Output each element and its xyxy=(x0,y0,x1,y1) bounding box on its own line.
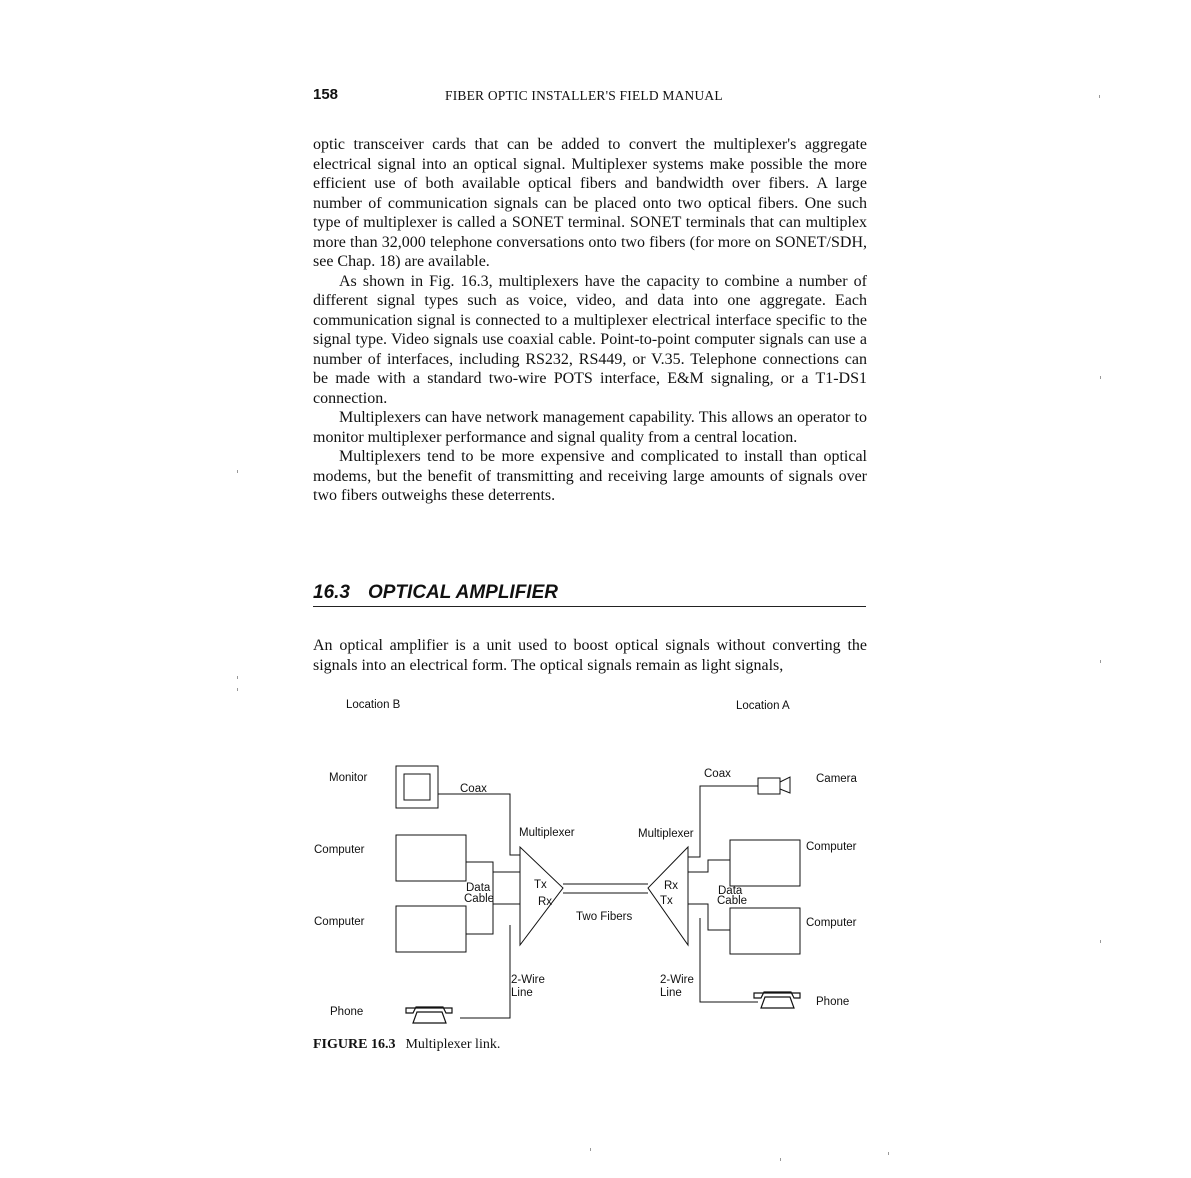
section-heading xyxy=(313,582,866,607)
two-fibers-label: Two Fibers xyxy=(576,911,633,923)
paragraph: optic transceiver cards that can be added to convert the multiplexer's aggregate electrical signal into an optical signal. Multiplexer systems make possible the more efficient use of both available optical fibers and bandwidth over fibers. A large number of communication signals can be placed onto two optical fibers. One such type of multiplexer is called a SONET terminal. SONET terminals that can multiplex more than 32,000 telephone conversations onto two fibers (for more on SONET/SDH, see Chap. 18) are available. xyxy=(313,136,867,270)
data-wire-left-2 xyxy=(466,904,520,934)
computer-box-left-1 xyxy=(396,835,466,881)
running-header xyxy=(313,86,873,106)
two-wire-label-right-line2: Line xyxy=(660,987,682,999)
figure-caption xyxy=(313,1037,500,1053)
two-wire-right xyxy=(700,918,758,1002)
scan-speck xyxy=(780,1158,781,1161)
computer-box-left-2 xyxy=(396,906,466,952)
rx-label-right: Rx xyxy=(664,880,679,892)
two-wire-left xyxy=(460,925,510,1018)
rx-label-left: Rx xyxy=(538,896,553,908)
camera-lens xyxy=(780,777,790,793)
scan-speck xyxy=(237,470,238,473)
body-text-bottom xyxy=(313,636,867,675)
multiplexer-label-right: Multiplexer xyxy=(638,828,694,840)
page-number: 158 xyxy=(313,86,339,103)
paragraph: As shown in Fig. 16.3, multiplexers have the capacity to combine a number of different signal types such as voice, video, and data into one aggregate. Each communication signal is connected to a multiplexer electrical interface specific to the signal type. Video signals use coaxial cable. Point-to-point computer signals can use a number of interfaces, including RS232, RS449, or V.35. Telephone connections can be made with a standard two-wire POTS interface, E&M signaling, or a T1-DS1 connection. xyxy=(313,272,867,407)
data-cable-label-left-line1: Data xyxy=(466,882,491,894)
paragraph: An optical amplifier is a unit used to boost optical signals without converting the signals into an electrical form. The optical signals remain as light signals, xyxy=(313,637,867,674)
computer-label-left-1: Computer xyxy=(314,844,365,856)
paragraph: Multiplexers can have network management capability. This allows an operator to monitor multiplexer performance and signal quality from a central location. xyxy=(313,409,867,446)
monitor-label: Monitor xyxy=(329,772,368,784)
scan-speck xyxy=(1100,660,1101,663)
camera-body xyxy=(758,778,780,794)
computer-label-left-2: Computer xyxy=(314,916,365,928)
paragraph: Multiplexers tend to be more expensive and complicated to install than optical modems, but the benefit of transmitting and receiving large amounts of signals over two fibers outweighs these deterrents. xyxy=(313,448,867,504)
location-b-label: Location B xyxy=(346,699,401,711)
coax-wire-left xyxy=(438,794,520,855)
data-cable-label-left-line2: Cable xyxy=(464,893,495,905)
data-cable-label-right-line2: Cable xyxy=(717,895,748,907)
scan-speck xyxy=(1100,940,1101,943)
coax-label-left: Coax xyxy=(460,783,487,795)
multiplexer-label-left: Multiplexer xyxy=(519,827,575,839)
location-a-label: Location A xyxy=(736,700,790,712)
computer-label-right-1: Computer xyxy=(806,841,857,853)
body-text-top xyxy=(313,135,867,506)
data-wire-left-1 xyxy=(466,862,520,872)
data-cable-label-right-line1: Data xyxy=(718,885,743,897)
coax-wire-right xyxy=(688,786,758,857)
scan-speck xyxy=(237,688,238,691)
camera-label: Camera xyxy=(816,773,857,785)
computer-box-right-1 xyxy=(730,840,800,886)
two-wire-label-left-line2: Line xyxy=(511,987,533,999)
diagram-canvas xyxy=(300,690,880,1030)
phone-icon-left xyxy=(406,1007,452,1023)
scan-speck xyxy=(1100,376,1101,379)
tx-label-left: Tx xyxy=(534,879,547,891)
tx-label-right: Tx xyxy=(660,895,673,907)
phone-label-left: Phone xyxy=(330,1006,364,1018)
two-wire-label-right-line1: 2-Wire xyxy=(660,974,694,986)
coax-label-right: Coax xyxy=(704,768,731,780)
scan-speck xyxy=(1099,95,1100,98)
scan-speck xyxy=(590,1148,591,1151)
monitor-screen xyxy=(404,774,430,800)
scan-speck xyxy=(888,1152,889,1155)
phone-label-right: Phone xyxy=(816,996,850,1008)
computer-label-right-2: Computer xyxy=(806,917,857,929)
two-wire-label-left-line1: 2-Wire xyxy=(511,974,545,986)
figure-label: FIGURE 16.3 xyxy=(313,1037,396,1052)
phone-icon-right xyxy=(754,992,800,1008)
computer-box-right-2 xyxy=(730,908,800,954)
scan-speck xyxy=(237,676,238,679)
multiplexer-link-diagram xyxy=(300,690,880,1035)
data-wire-right-1 xyxy=(688,860,730,872)
monitor-case xyxy=(396,766,438,808)
section-number: 16.3 xyxy=(313,582,350,603)
running-title: FIBER OPTIC INSTALLER'S FIELD MANUAL xyxy=(445,88,723,103)
section-title: OPTICAL AMPLIFIER xyxy=(367,582,558,603)
data-wire-right-2 xyxy=(688,904,730,930)
figure-caption-text: Multiplexer link. xyxy=(405,1037,501,1052)
